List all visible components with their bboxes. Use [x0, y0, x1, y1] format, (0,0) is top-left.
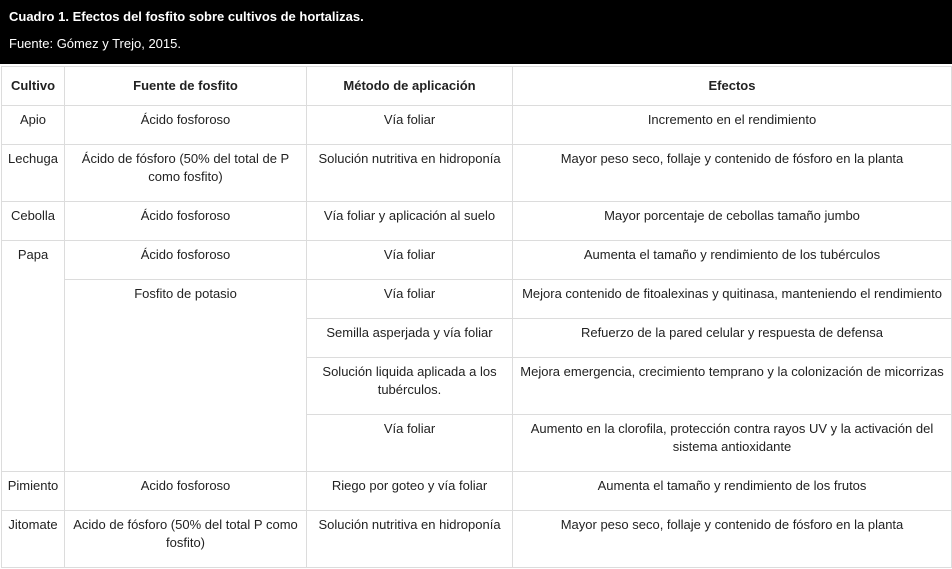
- cell-fuente: [65, 319, 307, 358]
- cell-fuente: [65, 415, 307, 472]
- cell-fuente: Acido fosforoso: [65, 472, 307, 511]
- cell-efectos: Incremento en el rendimiento: [513, 106, 952, 145]
- table-row: [2, 145, 952, 202]
- table-row: [2, 415, 952, 472]
- table-row: [2, 358, 952, 415]
- cell-metodo: Vía foliar y aplicación al suelo: [307, 202, 513, 241]
- header-cultivo: Cultivo: [2, 67, 65, 106]
- cell-efectos: Mejora contenido de fitoalexinas y quitinasa, manteniendo el rendimiento: [513, 280, 952, 319]
- cell-metodo: Solución liquida aplicada a los tubérculos.: [307, 358, 513, 415]
- cell-metodo: Solución nutritiva en hidroponía: [307, 145, 513, 202]
- cell-cultivo: Pimiento: [2, 472, 65, 511]
- cell-metodo: Semilla asperjada y vía foliar: [307, 319, 513, 358]
- table-row: [2, 241, 952, 280]
- table-row: [2, 511, 952, 568]
- cell-efectos: Aumenta el tamaño y rendimiento de los frutos: [513, 472, 952, 511]
- cell-cultivo: [2, 358, 65, 415]
- cell-metodo: Riego por goteo y vía foliar: [307, 472, 513, 511]
- cell-fuente: Ácido fosforoso: [65, 202, 307, 241]
- table-row: [2, 319, 952, 358]
- table-row: [2, 472, 952, 511]
- cell-efectos: Mayor peso seco, follaje y contenido de fósforo en la planta: [513, 145, 952, 202]
- header-fuente: Fuente de fosfito: [65, 67, 307, 106]
- cell-cultivo: Papa: [2, 241, 65, 280]
- table-row: [2, 106, 952, 145]
- header-row: [2, 67, 952, 106]
- cell-metodo: Vía foliar: [307, 280, 513, 319]
- table-row: [2, 202, 952, 241]
- header-metodo: Método de aplicación: [307, 67, 513, 106]
- cell-metodo: Solución nutritiva en hidroponía: [307, 511, 513, 568]
- cell-efectos: Mayor peso seco, follaje y contenido de fósforo en la planta: [513, 511, 952, 568]
- header-efectos: Efectos: [513, 67, 952, 106]
- caption-title: Cuadro 1. Efectos del fosfito sobre cultivos de hortalizas.: [9, 9, 364, 24]
- cell-fuente: Ácido fosforoso: [65, 106, 307, 145]
- cell-efectos: Refuerzo de la pared celular y respuesta de defensa: [513, 319, 952, 358]
- cell-fuente: Acido de fósforo (50% del total P como fosfito): [65, 511, 307, 568]
- cell-efectos: Aumenta el tamaño y rendimiento de los tubérculos: [513, 241, 952, 280]
- cell-fuente: Ácido de fósforo (50% del total de P como fosfito): [65, 145, 307, 202]
- cell-cultivo: [2, 280, 65, 319]
- cell-efectos: Mejora emergencia, crecimiento temprano y la colonización de micorrizas: [513, 358, 952, 415]
- cell-efectos: Aumento en la clorofila, protección contra rayos UV y la activación del sistema antioxidante: [513, 415, 952, 472]
- cell-cultivo: Apio: [2, 106, 65, 145]
- cell-cultivo: Jitomate: [2, 511, 65, 568]
- phosphite-effects-table: [1, 66, 952, 568]
- caption-source: Fuente: Gómez y Trejo, 2015.: [9, 36, 181, 51]
- cell-metodo: Vía foliar: [307, 241, 513, 280]
- cell-cultivo: [2, 415, 65, 472]
- cell-cultivo: Cebolla: [2, 202, 65, 241]
- cell-metodo: Vía foliar: [307, 106, 513, 145]
- cell-cultivo: [2, 319, 65, 358]
- cell-fuente: [65, 358, 307, 415]
- table-caption: [0, 0, 952, 64]
- cell-efectos: Mayor porcentaje de cebollas tamaño jumbo: [513, 202, 952, 241]
- table-row: [2, 280, 952, 319]
- cell-fuente: Fosfito de potasio: [65, 280, 307, 319]
- cell-metodo: Vía foliar: [307, 415, 513, 472]
- cell-fuente: Ácido fosforoso: [65, 241, 307, 280]
- cell-cultivo: Lechuga: [2, 145, 65, 202]
